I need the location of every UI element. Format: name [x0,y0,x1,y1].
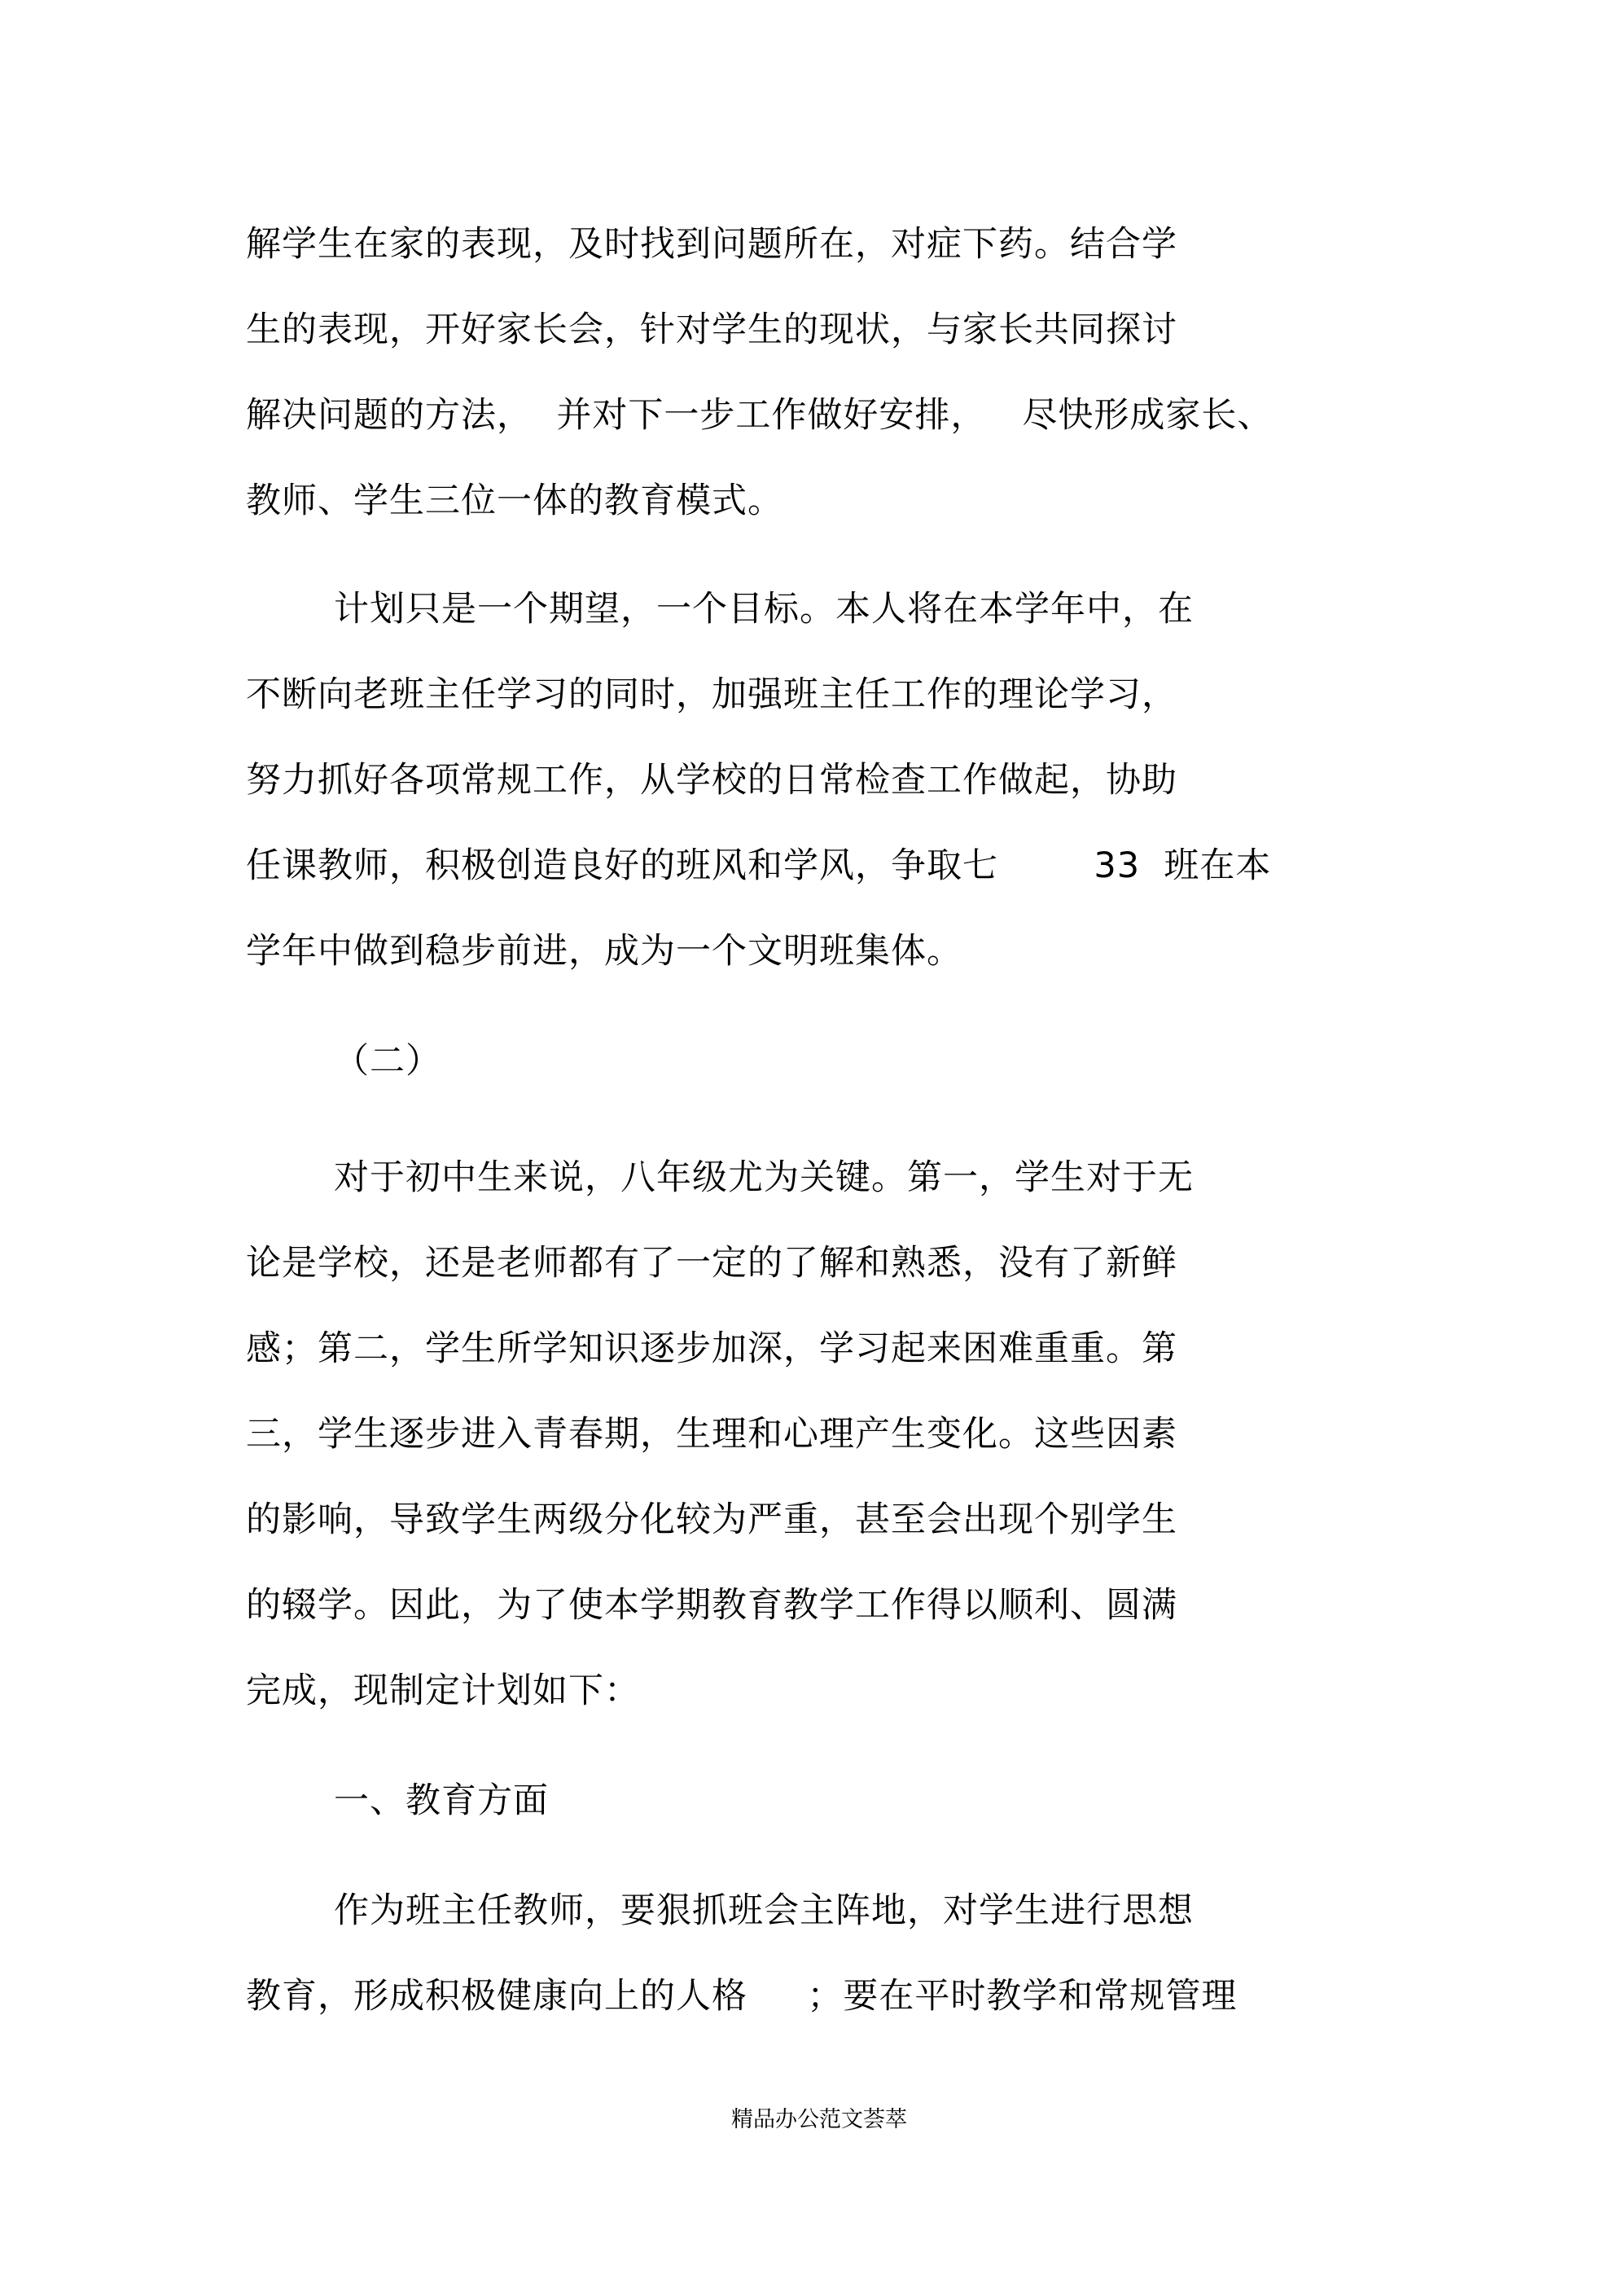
text-line: 教师、学生三位一体的教育模式。 [246,481,783,521]
section-heading: 一、教育方面 [334,1780,549,1821]
text-line: 生的表现，开好家长会，针对学生的现状，与家长共同探讨 [246,309,1177,350]
text-line: 感；第二，学生所学知识逐步加深，学习起来困难重重。第 [246,1328,1177,1369]
page-footer: 精品办公范文荟萃 [731,2107,907,2132]
text-line: 的影响，导致学生两级分化较为严重，甚至会出现个别学生 [246,1499,1177,1540]
section-marker: （二） [334,1041,441,1082]
text-line: 努力抓好各项常规工作，从学校的日常检查工作做起，协助 [246,760,1177,801]
text-line: 解决问题的方法， 并对下一步工作做好安排， 尽快形成家长、 [246,395,1273,436]
text-line: 不断向老班主任学习的同时，加强班主任工作的理论学习， [246,674,1177,715]
text-line: 三，学生逐步进入青春期，生理和心理产生变化。这些因素 [246,1414,1177,1455]
text-line: 任课教师，积极创造良好的班风和学风，争取七 33 班在本 [246,845,1272,886]
text-line: 教育，形成积极健康向上的人格 ；要在平时教学和常规管理 [246,1976,1238,2017]
text-line: 完成，现制定计划如下： [246,1670,640,1711]
text-line: 计划只是一个期望，一个目标。本人将在本学年中，在 [334,589,1194,630]
text-line: 的辍学。因此，为了使本学期教育教学工作得以顺利、圆满 [246,1585,1177,1626]
text-line: 解学生在家的表现，及时找到问题所在，对症下药。结合学 [246,224,1177,265]
text-line: 作为班主任教师，要狠抓班会主阵地，对学生进行思想 [334,1890,1194,1931]
text-line: 学年中做到稳步前进，成为一个文明班集体。 [246,931,962,972]
text-line: 对于初中生来说，八年级尤为关键。第一，学生对于无 [334,1157,1194,1198]
text-line: 论是学校，还是老师都有了一定的了解和熟悉，没有了新鲜 [246,1243,1177,1284]
